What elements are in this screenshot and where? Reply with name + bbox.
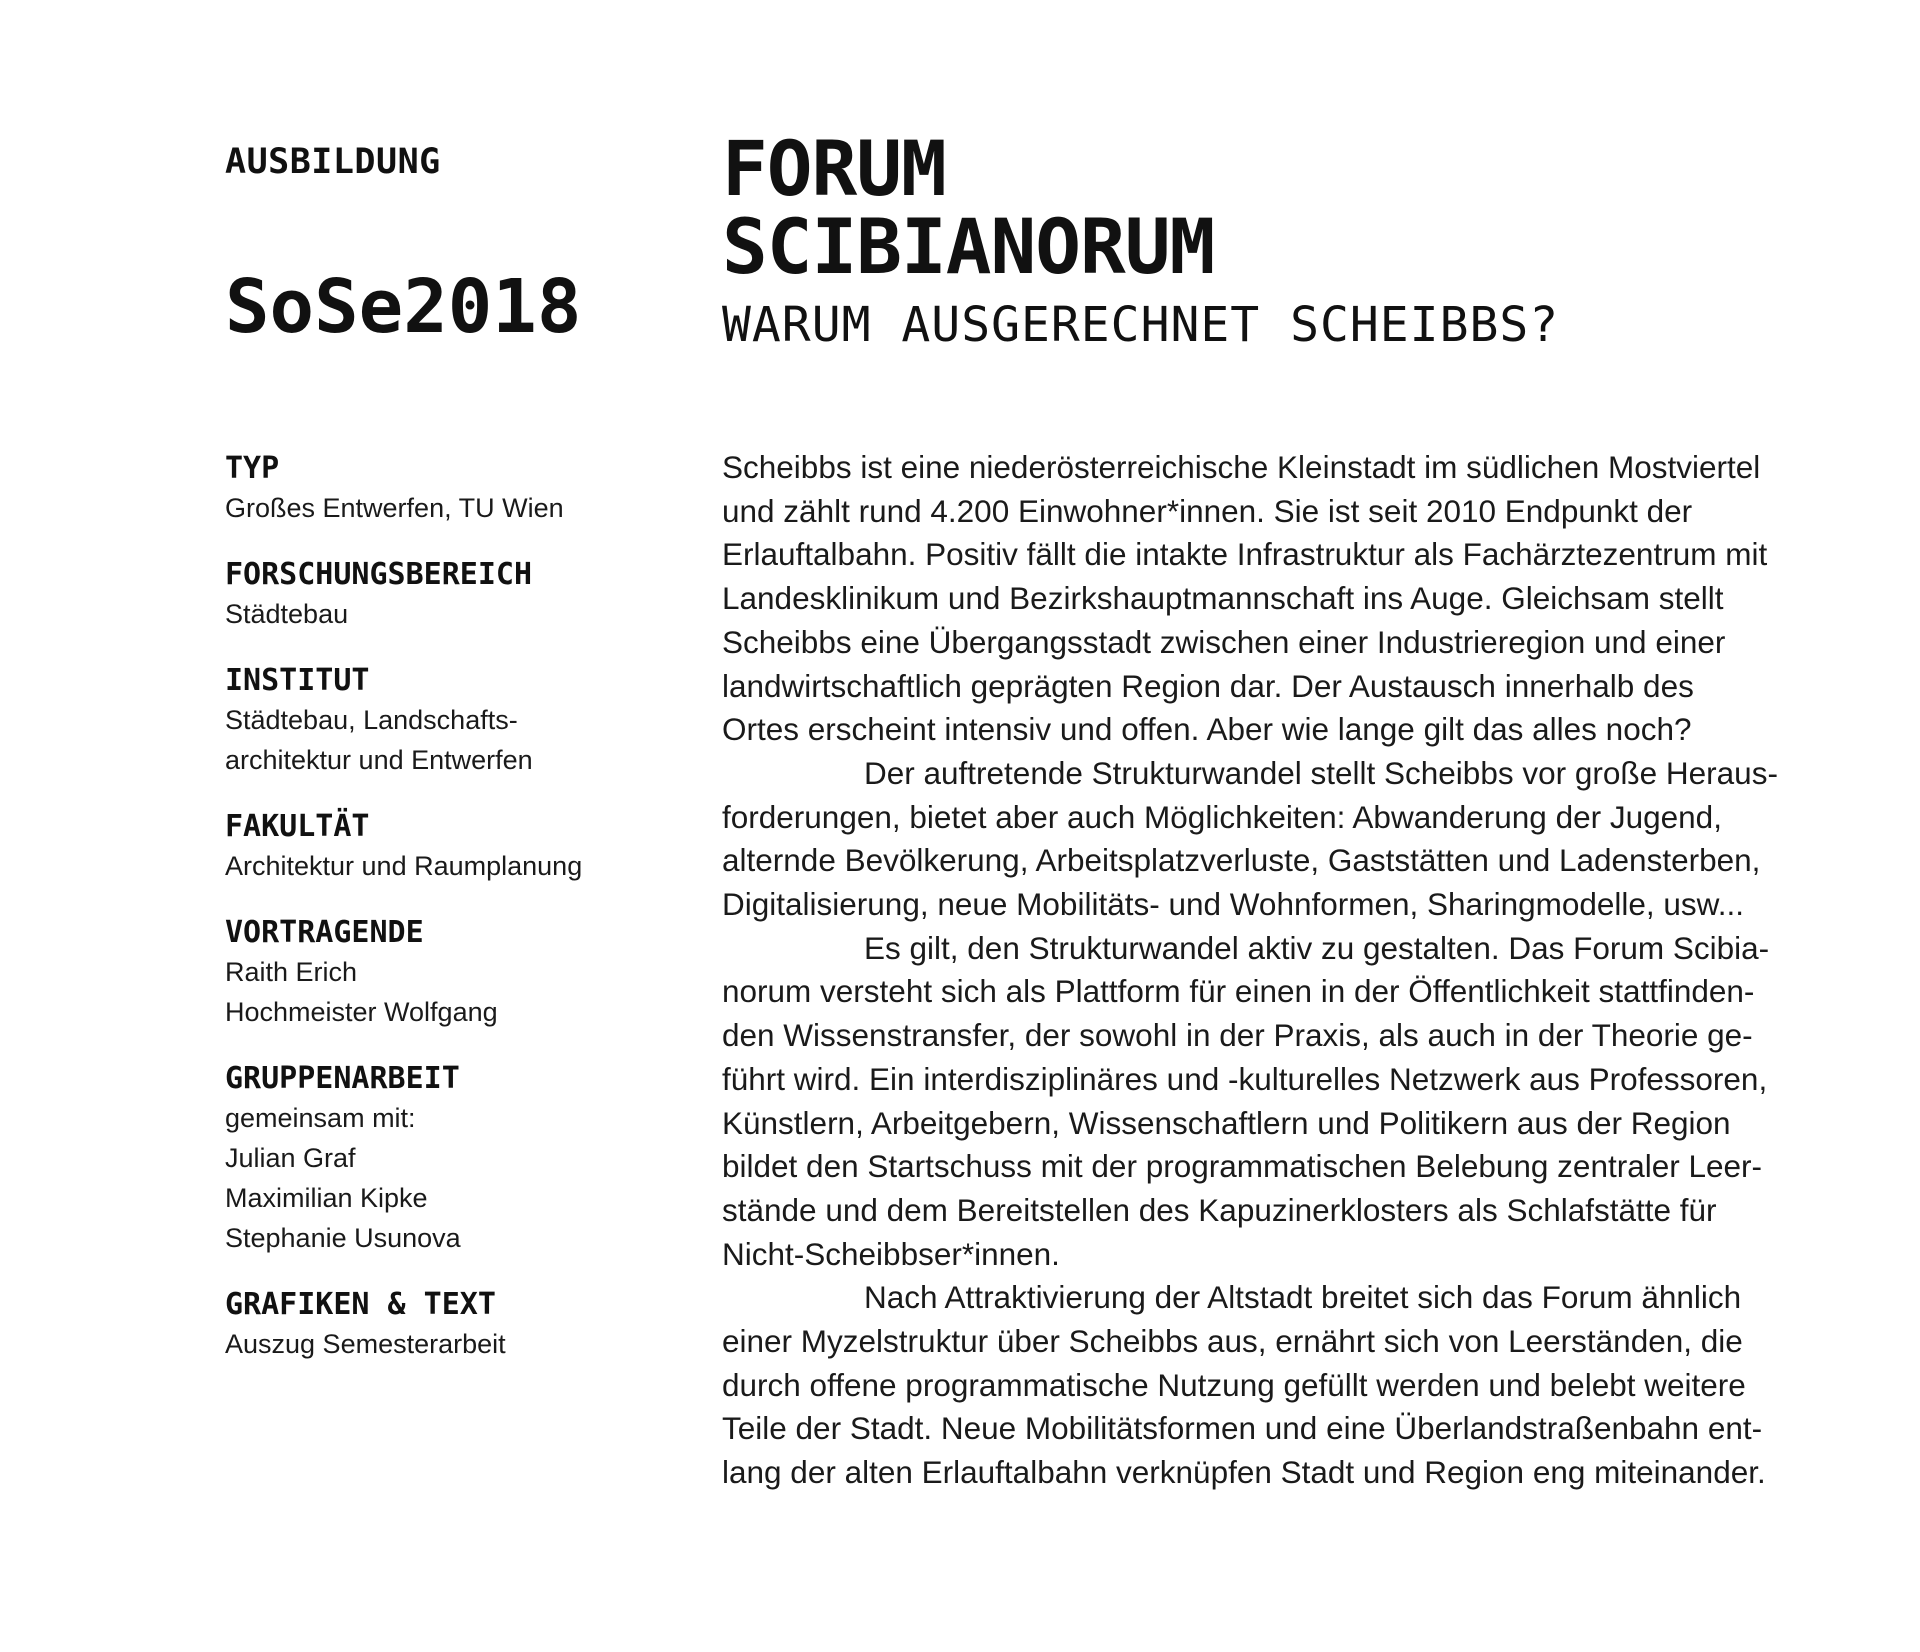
body-line: Scheibbs ist eine niederösterreichische Kleinstadt im südlichen Mostviertel [722, 449, 1761, 485]
meta-block [225, 914, 665, 1032]
meta-value [225, 594, 665, 634]
meta-block [225, 808, 665, 886]
meta-value-line: Architektur und Raumplanung [225, 851, 583, 881]
meta-value-line: Auszug Semesterarbeit [225, 1329, 506, 1359]
section-label: AUSBILDUNG [225, 142, 441, 182]
body-line: Ortes erscheint intensiv und offen. Aber wie lange gilt das alles noch? [722, 711, 1692, 748]
body-line: Landesklinikum und Bezirkshauptmannschaft ins Auge. Gleichsam stellt [722, 580, 1724, 617]
page-subtitle: WARUM AUSGERECHNET SCHEIBBS? [722, 297, 1560, 353]
body-line: landwirtschaftlich geprägten Region dar. Der Austausch innerhalb des [722, 667, 1694, 704]
meta-value-line: architektur und Entwerfen [225, 745, 533, 775]
body-line: Es gilt, den Strukturwandel aktiv zu gestalten. Das Forum Scibia- [864, 929, 1770, 966]
page-title [722, 124, 1215, 291]
body-line: Erlauftalbahn. Positiv fällt die intakte Infrastruktur als Fachärztezentrum mit [722, 536, 1768, 573]
semester-heading: SoSe2018 [225, 264, 582, 350]
meta-label: INSTITUT [225, 663, 370, 698]
meta-value [225, 700, 665, 780]
body-line: alternde Bevölkerung, Arbeitsplatzverluste, Gaststätten und Ladensterben, [722, 842, 1761, 879]
meta-block [225, 556, 665, 634]
body-line: durch offene programmatische Nutzung gefüllt werden und belebt weitere [722, 1366, 1746, 1403]
meta-value [225, 846, 665, 886]
meta-value-line: Maximilian Kipke [225, 1183, 428, 1213]
body-line: Der auftretende Strukturwandel stellt Scheibbs vor große Heraus- [864, 754, 1778, 791]
meta-value-line: Städtebau [225, 599, 349, 629]
meta-block [225, 450, 665, 528]
title-line-1: FORUM [722, 124, 946, 213]
body-line: lang der alten Erlauftalbahn verknüpfen Stadt und Region eng miteinander. [722, 1454, 1766, 1491]
body-line: führt wird. Ein interdisziplinäres und -kulturelles Netzwerk aus Professoren, [722, 1060, 1768, 1097]
meta-value-line: Julian Graf [225, 1143, 356, 1173]
title-line-2: SCIBIANORUM [722, 202, 1215, 291]
body-line: Digitalisierung, neue Mobilitäts- und Wohnformen, Sharingmodelle, usw... [722, 886, 1744, 923]
meta-value-line: Hochmeister Wolfgang [225, 997, 498, 1027]
meta-value [225, 1324, 665, 1364]
meta-label: GRUPPENARBEIT [225, 1061, 460, 1096]
project-metadata [225, 450, 665, 1392]
body-line: forderungen, bietet aber auch Möglichkeiten: Abwanderung der Jugend, [722, 798, 1722, 835]
body-line: Scheibbs eine Übergangsstadt zwischen einer Industrieregion und einer [722, 623, 1726, 660]
meta-value-line: Städtebau, Landschafts- [225, 705, 518, 735]
meta-block [225, 1286, 665, 1364]
body-text [722, 446, 1822, 1495]
meta-value-line: Großes Entwerfen, TU Wien [225, 493, 564, 523]
meta-block [225, 1060, 665, 1258]
body-line: bildet den Startschuss mit der programmatischen Belebung zentraler Leer- [722, 1148, 1763, 1185]
body-line: stände und dem Bereitstellen des Kapuzinerklosters als Schlafstätte für [722, 1191, 1717, 1228]
body-line: Teile der Stadt. Neue Mobilitätsformen und eine Überlandstraßenbahn ent- [722, 1410, 1763, 1447]
meta-label: GRAFIKEN & TEXT [225, 1287, 496, 1322]
meta-label: FORSCHUNGSBEREICH [225, 557, 533, 592]
meta-value-line: Raith Erich [225, 957, 358, 987]
meta-value [225, 488, 665, 528]
body-line: einer Myzelstruktur über Scheibbs aus, ernährt sich von Leerständen, die [722, 1323, 1743, 1360]
meta-block [225, 662, 665, 780]
meta-value [225, 1098, 665, 1258]
body-line: Nicht-Scheibbser*innen. [722, 1235, 1060, 1272]
body-line: Künstlern, Arbeitgebern, Wissenschaftlern und Politikern aus der Region [722, 1104, 1731, 1141]
body-line: Nach Attraktivierung der Altstadt breitet sich das Forum ähnlich [864, 1279, 1742, 1316]
body-line: den Wissenstransfer, der sowohl in der Praxis, als auch in der Theorie ge- [722, 1017, 1753, 1054]
meta-label: TYP [225, 451, 280, 486]
meta-label: VORTRAGENDE [225, 915, 424, 950]
body-line: und zählt rund 4.200 Einwohner*innen. Sie ist seit 2010 Endpunkt der [722, 492, 1693, 529]
body-line: norum versteht sich als Plattform für einen in der Öffentlichkeit stattfinden- [722, 973, 1755, 1010]
meta-value [225, 952, 665, 1032]
meta-value-line: Stephanie Usunova [225, 1223, 461, 1253]
meta-label: FAKULTÄT [225, 809, 370, 844]
meta-value-line: gemeinsam mit: [225, 1103, 416, 1133]
